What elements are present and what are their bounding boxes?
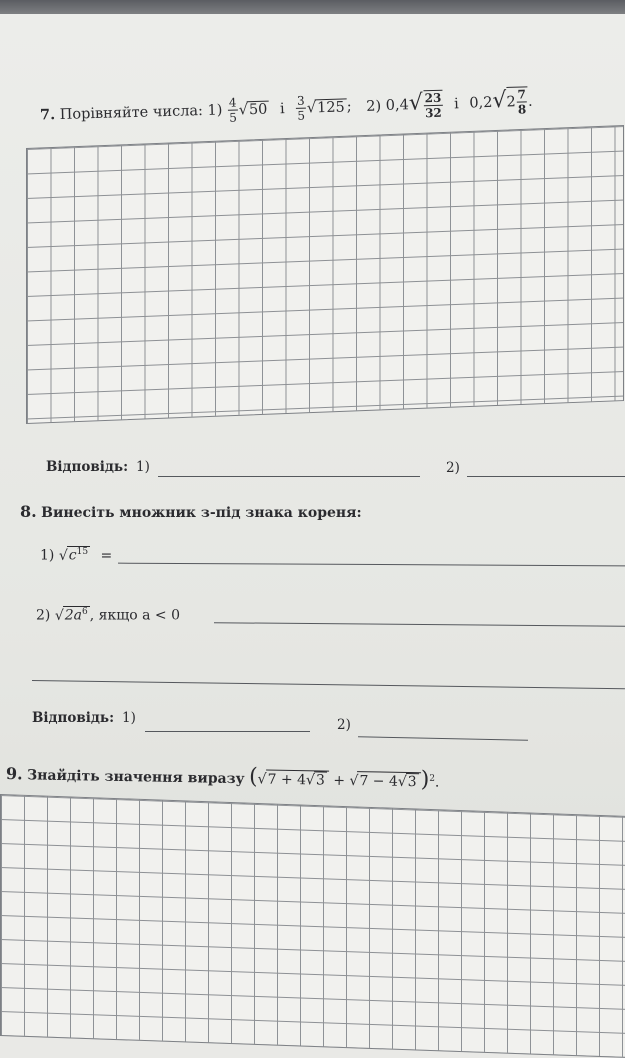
answer-grid-7[interactable] — [26, 125, 624, 424]
task8-statement — [20, 502, 362, 521]
task8-item2: 2) $√2a^6$ , якщо a < 0 — [36, 607, 181, 624]
period: . — [434, 774, 440, 791]
radicand: 50 — [247, 100, 270, 118]
item-label: 2) — [36, 607, 51, 624]
condition: , якщо a < 0 — [89, 607, 181, 624]
answer7-part2-label: 2) — [446, 460, 460, 476]
radicand-part: 7 − 4 — [359, 773, 398, 790]
fraction: $\frac{7}{8}$ — [517, 87, 527, 117]
coefficient: 0,4 — [385, 97, 410, 114]
task7-part1-label: 1) — [207, 102, 223, 119]
task7-number: 7. — [39, 106, 56, 124]
task9-prompt: Знайдіть значення виразу — [26, 767, 245, 788]
task8-item1: 1) $√c^{15}$ = — [40, 547, 113, 564]
inner-radicand: 3 — [406, 773, 419, 790]
base: c — [68, 547, 77, 564]
exponent: 15 — [76, 547, 89, 557]
answer8-label: Відповідь: — [32, 710, 115, 726]
task7-prompt: Порівняйте числа: — [59, 102, 204, 123]
answer7-part1-label: 1) — [136, 459, 150, 475]
separator: ; — [346, 98, 352, 115]
conjunction: і — [453, 95, 460, 112]
answer7-field-2[interactable] — [467, 476, 625, 477]
task8-number: 8. — [20, 502, 37, 521]
fraction: $\frac{4}{5}$ — [228, 95, 238, 125]
fraction: $\frac{3}{5}$ — [296, 93, 306, 123]
inner-radicand: 3 — [314, 771, 327, 788]
task7-statement: 7. Порівняйте числа: 1) $\frac{4}{5}$ √50 і $\frac{3}{5}$ √125 ; 2) 0,4√ $\frac{23}{32}$ і 0,2√2 $\frac{7}{8}$ . — [39, 87, 533, 125]
answer8-part1-label: 1) — [122, 710, 136, 726]
plus-sign: + — [333, 772, 346, 789]
whole-part: 2 — [506, 94, 516, 111]
answer8-field-1[interactable] — [145, 731, 310, 732]
period: . — [527, 93, 533, 110]
answer7-label: Відповідь: — [46, 459, 129, 475]
task9-number: 9. — [5, 764, 23, 784]
item-label: 1) — [40, 547, 55, 564]
answer7-field-1[interactable] — [158, 476, 420, 477]
base: 2a — [64, 607, 83, 624]
exponent: 6 — [82, 607, 88, 617]
radicand-part: 7 + 4 — [267, 771, 307, 789]
coefficient: 0,2 — [469, 94, 493, 112]
answer8-part2-label: 2) — [337, 717, 351, 733]
fraction: $\frac{23}{32}$ — [424, 90, 442, 120]
task7-part2-label: 2) — [366, 97, 382, 115]
answer-grid-9[interactable] — [0, 794, 625, 1058]
conjunction: і — [279, 100, 285, 117]
exponent: 2 — [429, 773, 436, 784]
task9-statement: 9. Знайдіть значення виразу (√7 + 4√3 + √7 − 4√3 )$^2$. — [5, 764, 440, 793]
equals-sign: = — [100, 547, 113, 564]
task8-prompt: Винесіть множник з-під знака кореня: — [41, 505, 362, 521]
radicand: 125 — [315, 98, 347, 116]
